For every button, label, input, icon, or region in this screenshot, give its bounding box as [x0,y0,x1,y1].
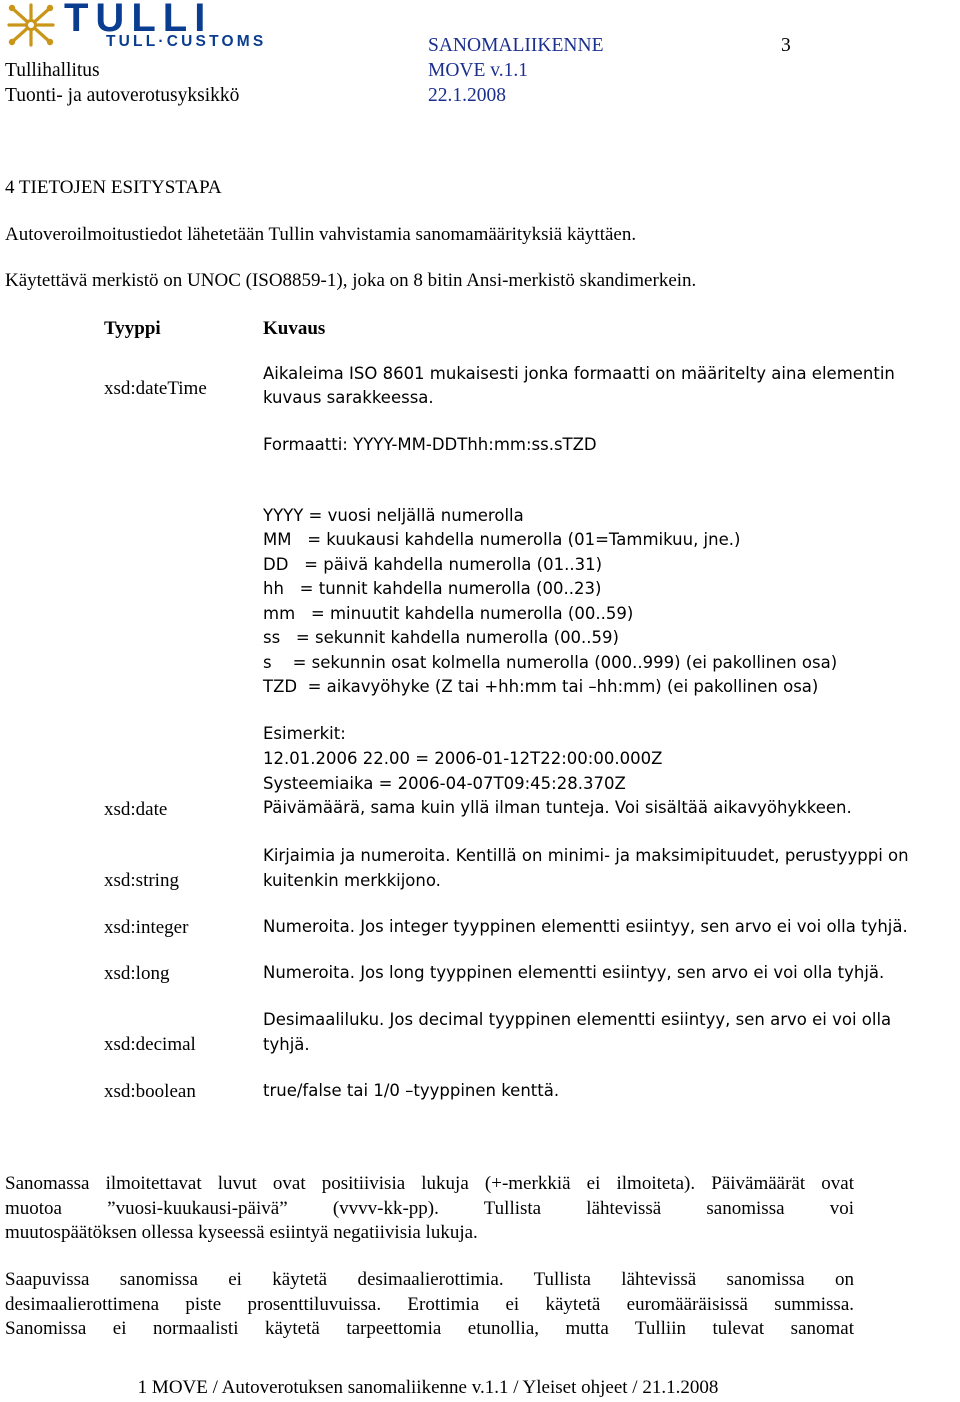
paragraph-line: desimaalierottimena piste prosenttiluvuissa. Erottimia ei käytetä euromääräisissä summissa. [5,1293,854,1315]
description-cell: Päivämäärä, sama kuin yllä ilman tunteja. Voi sisältää aikavyöhykkeen. [263,798,852,817]
datetime-format: Formaatti: YYYY-MM-DDThh:mm:ss.sTZD [263,435,597,454]
legend-line: hh = tunnit kahdella numerolla (00..23) [263,579,602,598]
description-cell: Desimaaliluku. Jos decimal tyyppinen elementti esiintyy, sen arvo ei voi olla [263,1010,892,1029]
header-unit: Tuonti- ja autoverotusyksikkö [5,85,240,106]
paragraph-line: Saapuvissa sanomissa ei käytetä desimaalierottimia. Tullista lähtevissä sanomissa on [5,1269,854,1290]
logo-title: TULLI [64,0,213,40]
datetime-desc-line-1: Aikaleima ISO 8601 mukaisesti jonka formaatti on määritelty aina elementin [263,364,895,383]
type-cell: xsd:string [104,870,179,891]
description-cell: tyhjä. [263,1035,310,1054]
type-datetime: xsd:dateTime [104,378,207,399]
type-cell: xsd:long [104,963,170,984]
example-line: Esimerkit: [263,724,346,743]
paragraph-line: muotoa ”vuosi-kuukausi-päivä” (vvvv-kk-pp). Tullista lähtevissä sanomissa voi [5,1197,854,1219]
paragraph-decimals [5,1268,854,1342]
legend-line: YYYY = vuosi neljällä numerolla [263,506,524,525]
page-footer: 1 MOVE / Autoverotuksen sanomaliikenne v.1.1 / Yleiset ohjeet / 21.1.2008 [137,1377,719,1398]
header-version: MOVE v.1.1 [428,60,529,81]
type-cell: xsd:integer [104,917,189,938]
type-cell: xsd:decimal [104,1034,196,1055]
column-header-type: Tyyppi [104,318,161,339]
legend-line: ss = sekunnit kahdella numerolla (00..59) [263,628,619,647]
section-heading: 4 TIETOJEN ESITYSTAPA [5,177,222,198]
description-cell: Numeroita. Jos integer tyyppinen elementti esiintyy, sen arvo ei voi olla tyhjä. [263,917,908,936]
description-cell: kuitenkin merkkijono. [263,871,441,890]
example-line: Systeemiaika = 2006-04-07T09:45:28.370Z [263,774,626,793]
type-cell: xsd:boolean [104,1081,196,1102]
header-organization: Tullihallitus [5,60,100,81]
datetime-desc-line-2: kuvaus sarakkeessa. [263,388,434,407]
legend-line: mm = minuutit kahdella numerolla (00..59) [263,604,634,623]
paragraph-line: muutospäätöksen ollessa kyseessä esiintyä negatiivisia lukuja. [5,1222,478,1243]
legend-line: TZD = aikavyöhyke (Z tai +hh:mm tai –hh:mm) (ei pakollinen osa) [263,677,819,696]
header-date: 22.1.2008 [428,85,506,106]
example-line: 12.01.2006 22.00 = 2006-01-12T22:00:00.000Z [263,749,663,768]
legend-line: s = sekunnin osat kolmella numerolla (000..999) (ei pakollinen osa) [263,653,838,672]
header-doc-title: SANOMALIIKENNE [428,35,604,56]
paragraph-line: Sanomassa ilmoitettavat luvut ovat positiivisia lukuja (+-merkkiä ei ilmoiteta). Päivämäärät ovat [5,1173,854,1194]
type-cell: xsd:date [104,799,168,820]
description-cell: true/false tai 1/0 –tyyppinen kenttä. [263,1081,560,1100]
tulli-emblem-icon [6,2,56,48]
paragraph-numbers [5,1172,854,1246]
intro-line-2: Käytettävä merkistö on UNOC (ISO8859-1), joka on 8 bitin Ansi-merkistö skandimerkein. [5,270,697,291]
description-cell: Numeroita. Jos long tyyppinen elementti esiintyy, sen arvo ei voi olla tyhjä. [263,963,885,982]
column-header-description: Kuvaus [263,318,326,339]
description-cell: Kirjaimia ja numeroita. Kentillä on minimi- ja maksimipituudet, perustyyppi on [263,846,909,865]
legend-line: MM = kuukausi kahdella numerolla (01=Tammikuu, jne.) [263,530,741,549]
logo-subtitle: TULL·CUSTOMS [106,33,267,50]
legend-line: DD = päivä kahdella numerolla (01..31) [263,555,603,574]
header-page-number: 3 [781,35,791,56]
intro-line-1: Autoveroilmoitustiedot lähetetään Tullin vahvistamia sanomamäärityksiä käyttäen. [5,224,637,245]
paragraph-line: Sanomissa ei normaalisti käytetä tarpeettomia etunollia, mutta Tulliin tulevat sanomat [5,1318,854,1339]
